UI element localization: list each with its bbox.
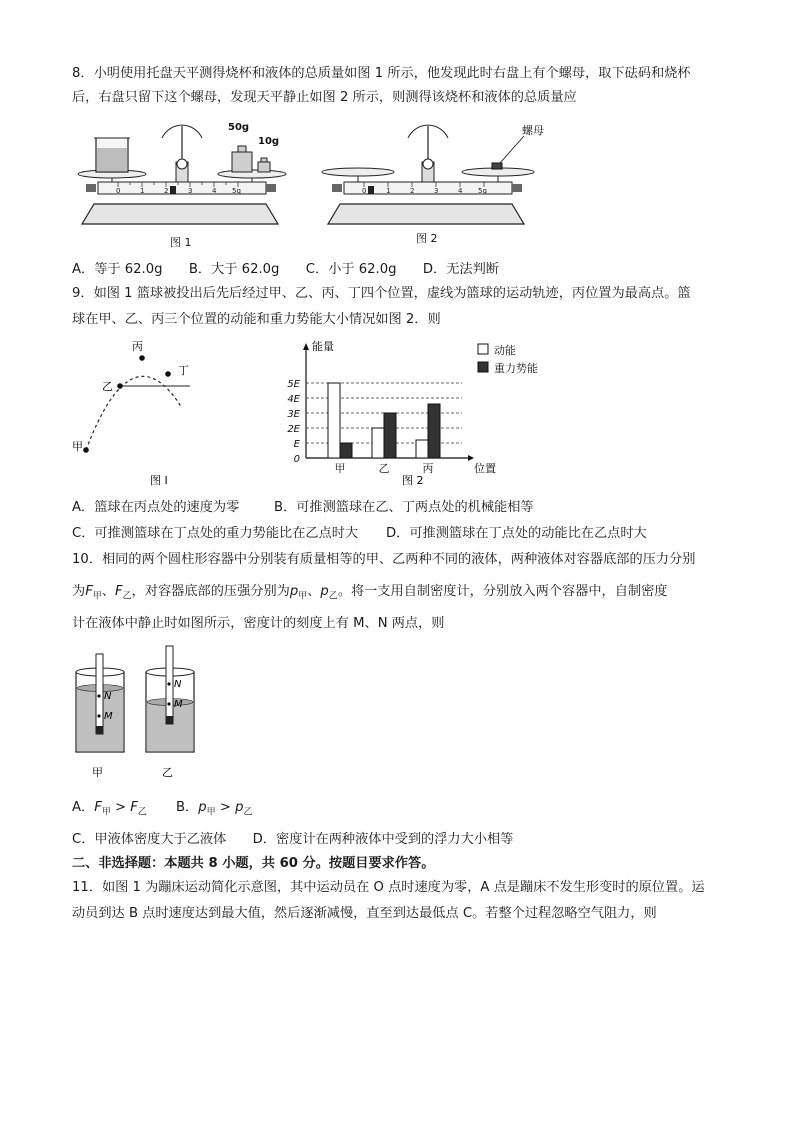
scale-tick-1: 1 (140, 187, 145, 195)
balance-figure-1 (72, 116, 290, 250)
energy-bar-chart (282, 338, 562, 488)
weight-50g-label: 50g (228, 122, 250, 133)
q9-optB: B．可推测篮球在乙、丁两点处的机械能相等 (274, 500, 534, 515)
q11-text-line1: 11．如图 1 为蹦床运动简化示意图，其中运动员在 O 点时速度为零，A 点是蹦床不发生形变时的原位置。运 (72, 880, 705, 895)
label-ding: 丁 (178, 364, 189, 377)
scale2-tick-2: 2 (410, 187, 415, 195)
x-tick-label: 乙 (378, 462, 390, 475)
bar-kinetic (328, 383, 340, 458)
y-tick-label: 3E (287, 409, 300, 420)
x-tick-label: 丙 (422, 462, 434, 475)
legend-swatch (478, 344, 488, 354)
chart-xlabel: 位置 (474, 462, 496, 475)
bar-potential (384, 413, 396, 458)
scale-tick-0: 0 (116, 187, 121, 195)
scale-tick-5g: 5g (232, 187, 241, 195)
scale-tick-2: 2 (164, 187, 169, 195)
x-tick-label: 甲 (334, 462, 346, 475)
q10-optCD: C．甲液体密度大于乙液体 D．密度计在两种液体中受到的浮力大小相等 (72, 832, 514, 847)
nut-label: 螺母 (522, 124, 544, 137)
label-M-left: M (104, 711, 113, 722)
q8-text-line2: 后，右盘只留下这个螺母，发现天平静止如图 2 所示，则测得该烧杯和液体的总质量应 (72, 90, 577, 105)
scale2-tick-5g: 5g (478, 187, 487, 195)
chart-ylabel: 能量 (312, 340, 334, 353)
y-tick-label: 5E (287, 379, 300, 390)
q11-text-line2: 动员到达 B 点时速度达到最大值，然后逐渐减慢，直至到达最低点 C。若整个过程忽略空气阻力，则 (72, 906, 657, 921)
point-yi (117, 383, 123, 389)
q10-optB: B．$p_甲 > p_乙$ (176, 800, 253, 818)
container-right-label: 乙 (162, 766, 173, 779)
scale-tick-3: 3 (188, 187, 193, 195)
y-tick-label: 0 (293, 454, 300, 465)
q9-text-line1: 9．如图 1 篮球被投出后先后经过甲、乙、丙、丁四个位置，虚线为篮球的运动轨迹，丙位置为最高点。篮 (72, 286, 691, 301)
fig1-caption: 图 1 (170, 236, 192, 249)
bar-potential (428, 404, 440, 458)
bar-kinetic (416, 440, 428, 458)
point-bing (139, 355, 145, 361)
q9-optC: C．可推测篮球在丁点处的重力势能比在乙点时大 (72, 526, 359, 541)
label-jia: 甲 (72, 440, 83, 453)
label-yi: 乙 (102, 380, 113, 393)
q8-options: A．等于 62.0g B．大于 62.0g C．小于 62.0g D．无法判断 (72, 262, 499, 277)
trajectory-figure (72, 338, 212, 488)
label-M-right: M (174, 699, 183, 710)
point-jia (83, 447, 89, 453)
balance-figure-2 (318, 116, 554, 250)
label-N-right: N (174, 679, 182, 690)
y-tick-label: 2E (287, 424, 300, 435)
point-M-right (167, 702, 170, 705)
q10-text-line2: 为$F_甲$、$F_乙$，对容器底部的压强分别为$p_甲$、$p_乙$。将一支用自制密度计，分别放入两个容器中，自制密度 (72, 584, 668, 602)
fig2-caption: 图 2 (416, 232, 438, 245)
bar-kinetic (372, 428, 384, 458)
q9-optA: A．篮球在丙点处的速度为零 (72, 500, 240, 515)
point-ding (165, 371, 171, 377)
scale2-tick-4: 4 (458, 187, 463, 195)
y-tick-label: 4E (287, 394, 300, 405)
y-tick-label: E (293, 439, 300, 450)
point-M-left (97, 714, 100, 717)
hydrometer-figure (72, 644, 212, 784)
legend-label: 动能 (494, 344, 516, 357)
scale2-tick-3: 3 (434, 187, 439, 195)
label-bing: 丙 (132, 340, 143, 353)
container-left-label: 甲 (92, 766, 103, 779)
q9-text-line2: 球在甲、乙、丙三个位置的动能和重力势能大小情况如图 2．则 (72, 312, 441, 327)
point-N-left (97, 694, 100, 697)
q9-optD: D．可推测篮球在丁点处的动能比在乙点时大 (386, 526, 647, 541)
q10-text-line1: 10．相同的两个圆柱形容器中分别装有质量相等的甲、乙两种不同的液体，两种液体对容器底部的压力分别 (72, 552, 696, 567)
bar-potential (340, 443, 352, 458)
scale2-tick-0: 0 (362, 187, 367, 195)
scale2-tick-1: 1 (386, 187, 391, 195)
label-N-left: N (104, 691, 112, 702)
q8-text-line1: 8．小明使用托盘天平测得烧杯和液体的总质量如图 1 所示，他发现此时右盘上有个螺母，取下砝码和烧杯 (72, 66, 691, 81)
scale-tick-4: 4 (212, 187, 217, 195)
legend-label: 重力势能 (494, 362, 538, 375)
fig2-caption-q9: 图 2 (402, 474, 424, 487)
legend-swatch (478, 362, 488, 372)
section-heading: 二、非选择题：本题共 8 小题，共 60 分。按题目要求作答。 (72, 856, 435, 871)
q10-text-line3: 计在液体中静止时如图所示，密度计的刻度上有 M、N 两点，则 (72, 616, 445, 631)
weight-10g-label: 10g (258, 136, 280, 147)
fig1-caption-q9: 图 I (150, 474, 168, 487)
point-N-right (167, 682, 170, 685)
q10-optA: A．$F_甲 > F_乙$ (72, 800, 147, 818)
